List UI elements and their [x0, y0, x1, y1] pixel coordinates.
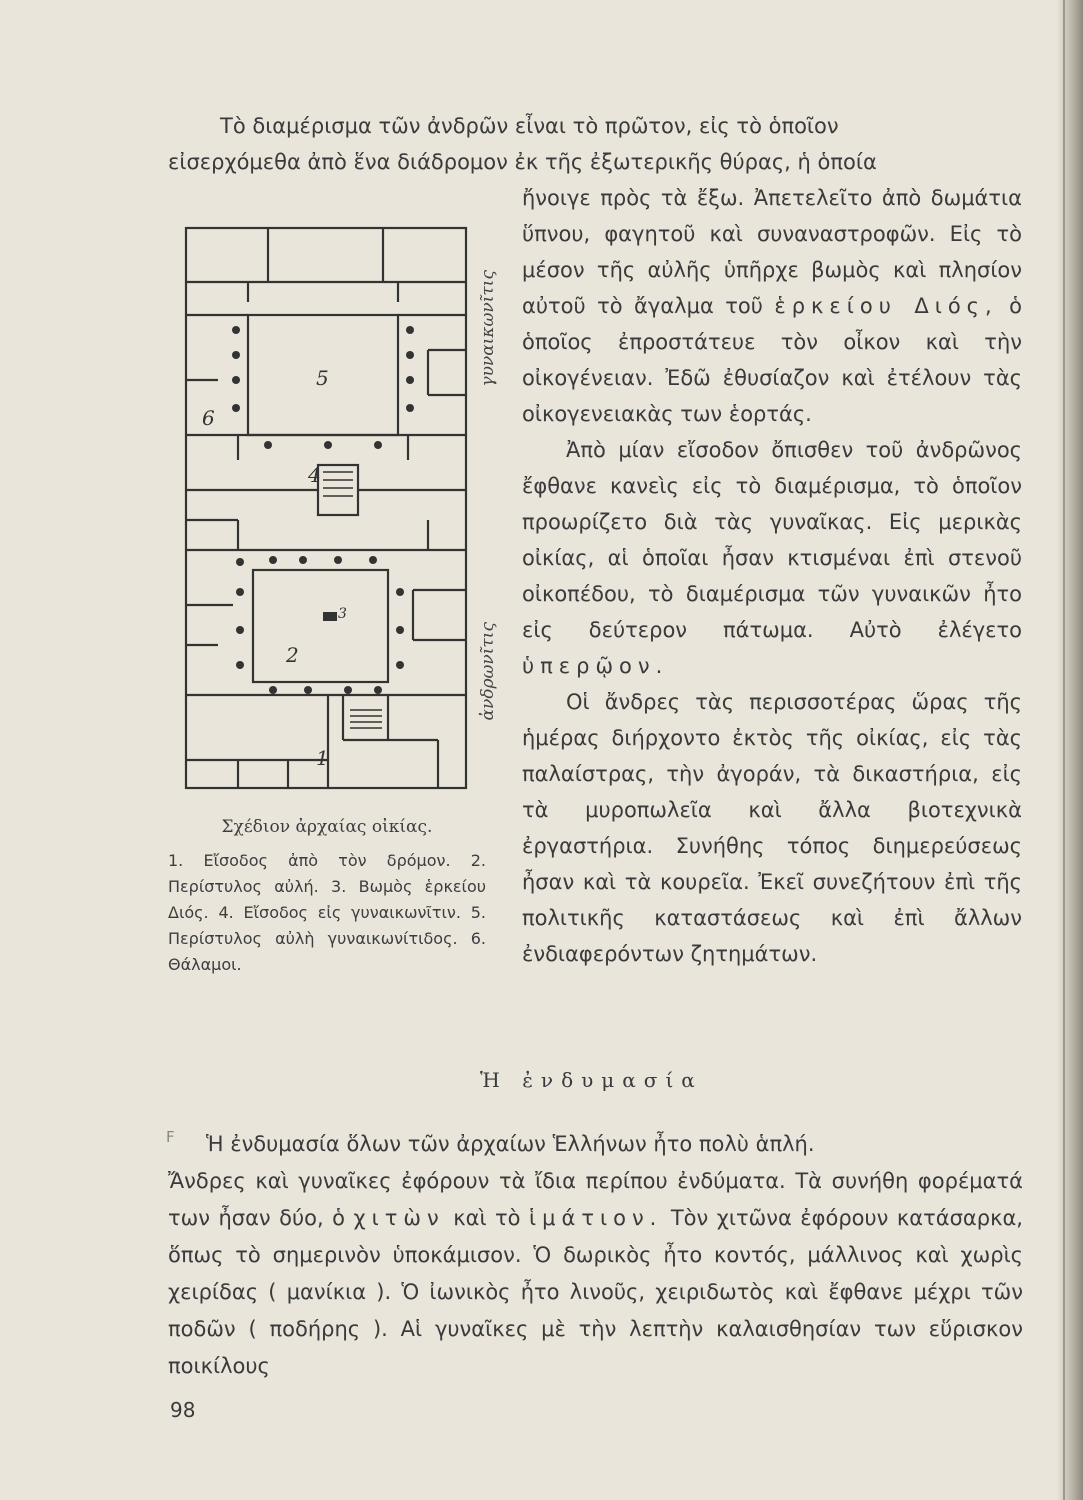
right-p1-text: ἤνοιγε πρὸς τὰ ἔξω. Ἀπετελεῖτο ἀπὸ δωμάτια ὕπνου, φαγητοῦ καὶ συναναστροφῶν. Εἰς τὸ μέσον τῆς αὐλῆς ὑπῆρχε βωμὸς καὶ πλησίον αὐτοῦ τὸ ἄγαλμα τοῦ: [522, 186, 1022, 318]
plan-label-4: 4: [308, 463, 321, 487]
paragraph-top: [168, 108, 1023, 180]
plan-label-5: 5: [316, 366, 329, 390]
caption-body: 1. Εἴσοδος ἀπὸ τὸν δρόμον. 2. Περίστυλος αὐλή. 3. Βωμὸς ἑρκείου Διός. 4. Εἴσοδος εἰς γυναικωνῖτιν. 5. Περίστυλος αὐλὴ γυναικωνίτιδος. 6. Θάλαμοι.: [168, 851, 486, 974]
right-p1-end: ὁ ὁποῖος ἐπροστάτευε τὸν οἶκον καὶ τὴν οἰκογένειαν. Ἐδῶ ἐθυσίαζον καὶ ἐτέλουν τὰς οἰκογενειακὰς των ἑορτάς.: [522, 294, 1022, 426]
paragraph-bottom-first: Ἡ ἐνδυμασία ὅλων τῶν ἀρχαίων Ἑλλήνων ἦτο πολὺ ἁπλή.: [206, 1132, 815, 1156]
plan-label-gynaikonitis: γυναικωνῖτις: [478, 270, 498, 387]
right-paragraph-1: [522, 180, 1022, 432]
right-p1-spaced: ἑρκείου Διός,: [774, 294, 998, 318]
page-edge-line: [1063, 0, 1065, 1500]
page-number: 98: [170, 1398, 196, 1422]
plan-label-1: 1: [316, 746, 329, 770]
word-kai: καὶ τὸ: [453, 1206, 521, 1230]
right-p2-spaced: ὑπερῷον.: [522, 654, 669, 678]
figure-caption: [168, 814, 486, 978]
plan-label-andronitis: ἀνδρωνῖτις: [478, 622, 498, 721]
section-heading: Ἡ ἐνδυμασία: [480, 1068, 703, 1092]
word-chiton: χιτὼν: [353, 1206, 445, 1230]
paragraph-top-line1: Τὸ διαμέρισμα τῶν ἀνδρῶν εἶναι τὸ πρῶτον, εἰς τὸ ὁποῖον: [220, 114, 839, 138]
plan-label-3: 3: [338, 606, 347, 622]
right-column-text: [522, 180, 1022, 972]
right-paragraph-3: Οἱ ἄνδρες τὰς περισσοτέρας ὥρας τῆς ἡμέρας διήρχοντο ἐκτὸς τῆς οἰκίας, εἰς τὰς παλαίστρας, τὴν ἀγοράν, τὰ δικαστήρια, εἰς τὰ μυροπωλεῖα καὶ ἄλλα βιοτεχνικὰ ἐργαστήρια. Συνήθης τόπος διημερεύσεως ἦσαν καὶ τὰ κουρεῖα. Ἐκεῖ συνεζήτουν ἐπὶ τῆς πολιτικῆς καταστάσεως καὶ ἐπὶ ἄλλων ἐνδιαφερόντων ζητημάτων.: [522, 690, 1022, 966]
plan-label-6: 6: [202, 406, 215, 430]
house-floor-plan: [178, 220, 474, 798]
page-binding-shadow: [1057, 0, 1083, 1500]
right-p2-text: Ἀπὸ μίαν εἴσοδον ὄπισθεν τοῦ ἀνδρῶνος ἔφθανε κανεὶς εἰς τὸ διαμέρισμα, τὸ ὁποῖον προωρίζετο διὰ τὰς γυναῖκας. Εἰς μερικὰς οἰκίας, αἱ ὁποῖαι ἦσαν κτισμέναι ἐπὶ στενοῦ οἰκοπέδου, τὸ διαμέρισμα τῶν γυναικῶν ἦτο εἰς δεύτερον πάτωμα. Αὐτὸ ἐλέγετο: [522, 438, 1022, 642]
paragraph-top-line2: εἰσερχόμεθα ἀπὸ ἕνα διάδρομον ἐκ τῆς ἐξωτερικῆς θύρας, ἡ ὁποία: [168, 150, 877, 174]
caption-title: Σχέδιον ἀρχαίας οἰκίας.: [221, 817, 433, 837]
paragraph-bottom-b: Τὸν χιτῶνα ἐφόρουν κατάσαρκα, ὅπως τὸ σημερινὸν ὑποκάμισον. Ὁ δωρικὸς ἦτο κοντός, μάλλινος καὶ χωρὶς χειρίδας ( μανίκια ). Ὁ ἰωνικὸς ἦτο λινοῦς, χειριδωτὸς καὶ ἔφθανε μέχρι τῶν ποδῶν ( ποδήρης ). Αἱ γυναῖκες μὲ τὴν λεπτὴν καλαισθησίαν των εὕρισκον ποικίλους: [168, 1206, 1023, 1378]
word-himation: ἱμάτιον.: [529, 1206, 663, 1230]
plan-label-2: 2: [286, 643, 299, 667]
right-paragraph-2: [522, 432, 1022, 684]
margin-mark: F: [166, 1128, 175, 1146]
paragraph-bottom: [168, 1126, 1023, 1385]
paragraph-bottom-a: Ἄνδρες καὶ γυναῖκες ἐφόρουν τὰ ἴδια περίπου ἐνδύματα. Τὰ συνήθη φορέματά των ἦσαν δύο, ὁ: [168, 1169, 1023, 1230]
